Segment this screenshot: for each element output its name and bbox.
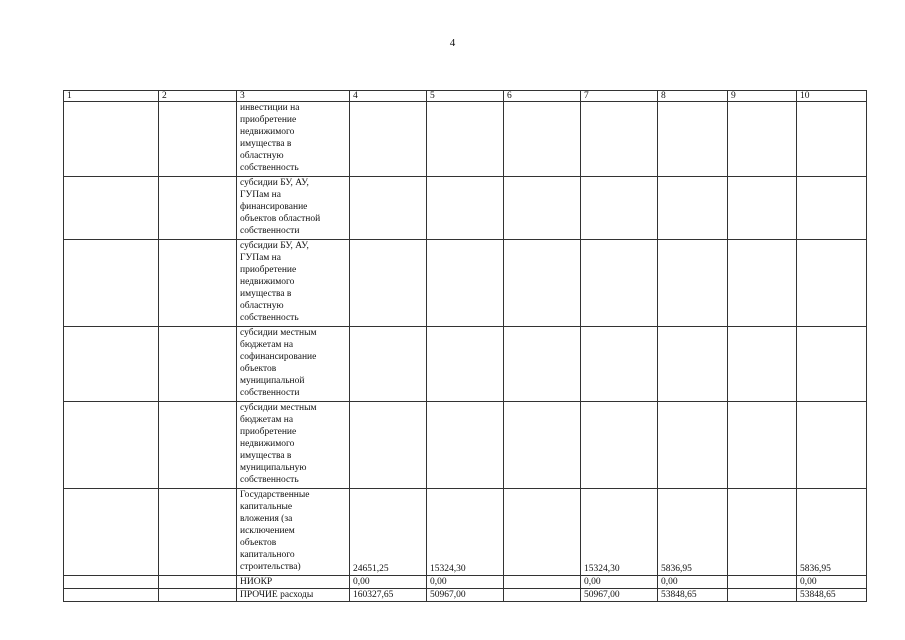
value-cell: [728, 240, 797, 327]
description-line: собственность: [240, 313, 299, 323]
value-cell: 53848,65: [797, 589, 867, 602]
value-cell: [728, 589, 797, 602]
empty-cell: [64, 102, 159, 177]
row-description: [237, 177, 350, 240]
column-header: 3: [237, 91, 350, 102]
empty-cell: [64, 489, 159, 576]
description-line: бюджетам на: [240, 415, 294, 425]
value-cell: 53848,65: [658, 589, 728, 602]
row-description: [237, 576, 350, 589]
column-header: 1: [64, 91, 159, 102]
value-cell: 50967,00: [427, 589, 504, 602]
row-description: [237, 589, 350, 602]
description-line: объектов: [240, 364, 277, 374]
value-cell: [427, 177, 504, 240]
description-line: имущества в: [240, 139, 292, 149]
row-description: [237, 327, 350, 402]
empty-cell: [159, 489, 237, 576]
description-line: ПРОЧИЕ расходы: [240, 590, 314, 600]
empty-cell: [159, 102, 237, 177]
description-line: объектов: [240, 538, 277, 548]
description-line: муниципальную: [240, 463, 307, 473]
description-line: собственности: [240, 388, 300, 398]
empty-cell: [64, 327, 159, 402]
value-cell: [504, 240, 581, 327]
value-cell: 5836,95: [797, 489, 867, 576]
value-cell: 0,00: [658, 576, 728, 589]
row-description: [237, 402, 350, 489]
header-row: [64, 91, 867, 102]
description-line: имущества в: [240, 289, 292, 299]
empty-cell: [64, 240, 159, 327]
value-cell: [350, 177, 427, 240]
empty-cell: [64, 589, 159, 602]
description-line: приобретение: [240, 265, 297, 275]
column-header: 8: [658, 91, 728, 102]
description-line: ГУПам на: [240, 190, 281, 200]
table-row: [64, 240, 867, 327]
value-cell: [728, 327, 797, 402]
column-header: 4: [350, 91, 427, 102]
value-cell: [797, 102, 867, 177]
empty-cell: [159, 576, 237, 589]
table-row: [64, 177, 867, 240]
value-cell: [658, 177, 728, 240]
value-cell: [427, 327, 504, 402]
description-line: муниципальной: [240, 376, 305, 386]
value-cell: [728, 177, 797, 240]
value-cell: [581, 240, 658, 327]
description-line: приобретение: [240, 115, 297, 125]
value-cell: [504, 589, 581, 602]
description-line: бюджетам на: [240, 340, 294, 350]
description-line: областную: [240, 151, 284, 161]
description-line: объектов областной: [240, 214, 321, 224]
description-line: собственности: [240, 226, 300, 236]
value-cell: [427, 240, 504, 327]
description-line: субсидии БУ, АУ,: [240, 241, 309, 251]
row-description: [237, 489, 350, 576]
value-cell: 0,00: [581, 576, 658, 589]
value-cell: [797, 402, 867, 489]
value-cell: [581, 402, 658, 489]
value-cell: [504, 576, 581, 589]
column-header: 6: [504, 91, 581, 102]
value-cell: 24651,25: [350, 489, 427, 576]
description-line: капитального: [240, 550, 295, 560]
description-line: субсидии местным: [240, 328, 317, 338]
value-cell: [658, 102, 728, 177]
page-number: 4: [449, 37, 456, 49]
description-line: субсидии местным: [240, 403, 317, 413]
value-cell: [581, 102, 658, 177]
description-line: собственность: [240, 163, 299, 173]
table-row: [64, 102, 867, 177]
value-cell: [350, 402, 427, 489]
value-cell: 0,00: [797, 576, 867, 589]
value-cell: 15324,30: [427, 489, 504, 576]
budget-table: [63, 90, 867, 602]
value-cell: [581, 177, 658, 240]
description-line: софинансирование: [240, 352, 317, 362]
value-cell: [728, 102, 797, 177]
description-line: Государственные: [240, 490, 310, 500]
column-header: 2: [159, 91, 237, 102]
table-row: [64, 589, 867, 602]
value-cell: [658, 402, 728, 489]
description-line: областную: [240, 301, 284, 311]
description-line: НИОКР: [240, 577, 273, 587]
value-cell: 0,00: [350, 576, 427, 589]
description-line: ГУПам на: [240, 253, 281, 263]
value-cell: [728, 489, 797, 576]
description-line: капитальные: [240, 502, 293, 512]
description-line: исключением: [240, 526, 295, 536]
description-line: строительства): [240, 562, 301, 572]
value-cell: [728, 402, 797, 489]
value-cell: [581, 327, 658, 402]
value-cell: [427, 102, 504, 177]
value-cell: [504, 402, 581, 489]
empty-cell: [64, 177, 159, 240]
value-cell: [797, 240, 867, 327]
value-cell: [797, 327, 867, 402]
column-header: 9: [728, 91, 797, 102]
value-cell: [728, 576, 797, 589]
column-header: 10: [797, 91, 867, 102]
description-line: финансирование: [240, 202, 308, 212]
description-line: инвестиции на: [240, 103, 300, 113]
value-cell: [797, 177, 867, 240]
description-line: вложения (за: [240, 514, 293, 524]
description-line: имущества в: [240, 451, 292, 461]
description-line: недвижимого: [240, 277, 295, 287]
value-cell: [504, 177, 581, 240]
value-cell: [350, 240, 427, 327]
table-row: [64, 327, 867, 402]
description-line: собственность: [240, 475, 299, 485]
description-line: приобретение: [240, 427, 297, 437]
value-cell: [504, 489, 581, 576]
row-description: [237, 240, 350, 327]
value-cell: 5836,95: [658, 489, 728, 576]
empty-cell: [64, 402, 159, 489]
empty-cell: [159, 327, 237, 402]
value-cell: [504, 327, 581, 402]
empty-cell: [159, 177, 237, 240]
description-line: субсидии БУ, АУ,: [240, 178, 309, 188]
value-cell: [504, 102, 581, 177]
value-cell: [658, 240, 728, 327]
value-cell: [350, 327, 427, 402]
description-line: недвижимого: [240, 439, 295, 449]
empty-cell: [159, 589, 237, 602]
value-cell: [427, 402, 504, 489]
row-description: [237, 102, 350, 177]
value-cell: 50967,00: [581, 589, 658, 602]
table-row: [64, 402, 867, 489]
value-cell: [350, 102, 427, 177]
description-line: недвижимого: [240, 127, 295, 137]
empty-cell: [159, 240, 237, 327]
column-header: 5: [427, 91, 504, 102]
value-cell: 15324,30: [581, 489, 658, 576]
table-row: [64, 576, 867, 589]
value-cell: 0,00: [427, 576, 504, 589]
empty-cell: [64, 576, 159, 589]
value-cell: [658, 327, 728, 402]
value-cell: 160327,65: [350, 589, 427, 602]
column-header: 7: [581, 91, 658, 102]
table-row: [64, 489, 867, 576]
empty-cell: [159, 402, 237, 489]
